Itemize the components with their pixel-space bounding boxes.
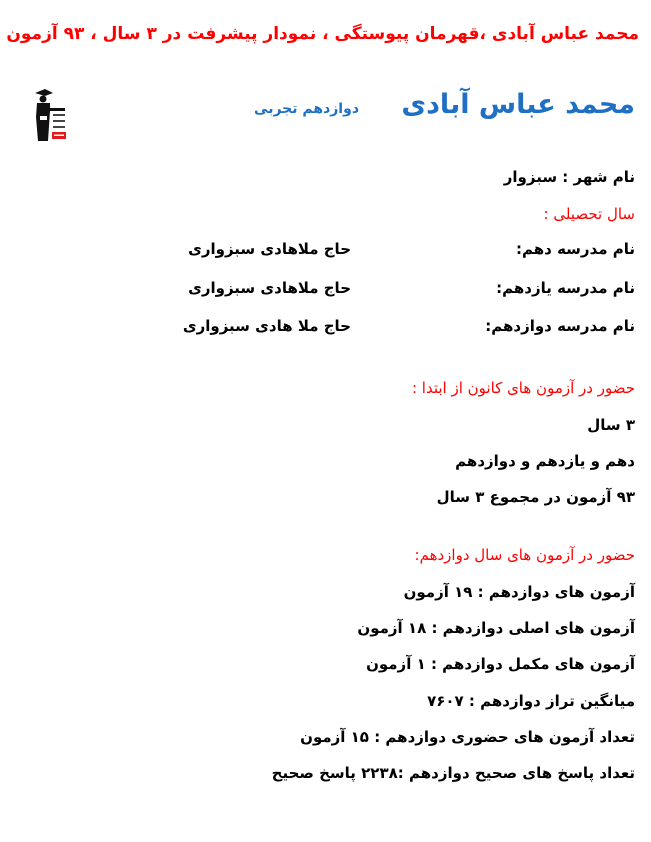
city: نام شهر : سبزوار: [503, 168, 635, 186]
grade12-item: آزمون های مکمل دوازدهم : ۱ آزمون: [366, 655, 635, 673]
student-name: محمد عباس آبادی: [401, 89, 635, 120]
grade12-item: تعداد آزمون های حضوری دوازدهم : ۱۵ آزمون: [300, 728, 635, 746]
grade12-item: میانگین تراز دوازدهم : ۷۶۰۷: [427, 692, 635, 710]
since-start-item: دهم و یازدهم و دوازدهم: [455, 452, 635, 470]
student-grade: دوازدهم تجربی: [254, 101, 359, 117]
school-value-10: حاج ملاهادی سبزواری: [188, 240, 351, 258]
grade12-item: آزمون های اصلی دوازدهم : ۱۸ آزمون: [357, 619, 635, 637]
school-value-11: حاج ملاهادی سبزواری: [188, 279, 351, 297]
document-title: محمد عباس آبادی ،قهرمان پیوستگی ، نمودار پیشرفت در ۳ سال ، ۹۳ آزمون: [6, 24, 639, 44]
grade12-heading: حضور در آزمون های سال دوازدهم:: [414, 546, 635, 564]
school-label-12: نام مدرسه دوازدهم:: [485, 317, 635, 335]
grade12-item: تعداد پاسخ های صحیح دوازدهم :۲۲۳۸ پاسخ صحیح: [271, 764, 635, 782]
since-start-item: ۳ سال: [587, 416, 635, 434]
grade12-item: آزمون های دوازدهم : ۱۹ آزمون: [403, 583, 635, 601]
academic-year-label: سال تحصیلی :: [543, 205, 635, 223]
school-label-10: نام مدرسه دهم:: [516, 240, 635, 258]
school-label-11: نام مدرسه یازدهم:: [496, 279, 635, 297]
graduate-logo-icon: [31, 87, 73, 143]
school-value-12: حاج ملا هادی سبزواری: [182, 317, 351, 335]
since-start-item: ۹۳ آزمون در مجموع ۳ سال: [436, 488, 635, 506]
since-start-heading: حضور در آزمون های کانون از ابتدا :: [411, 379, 635, 397]
